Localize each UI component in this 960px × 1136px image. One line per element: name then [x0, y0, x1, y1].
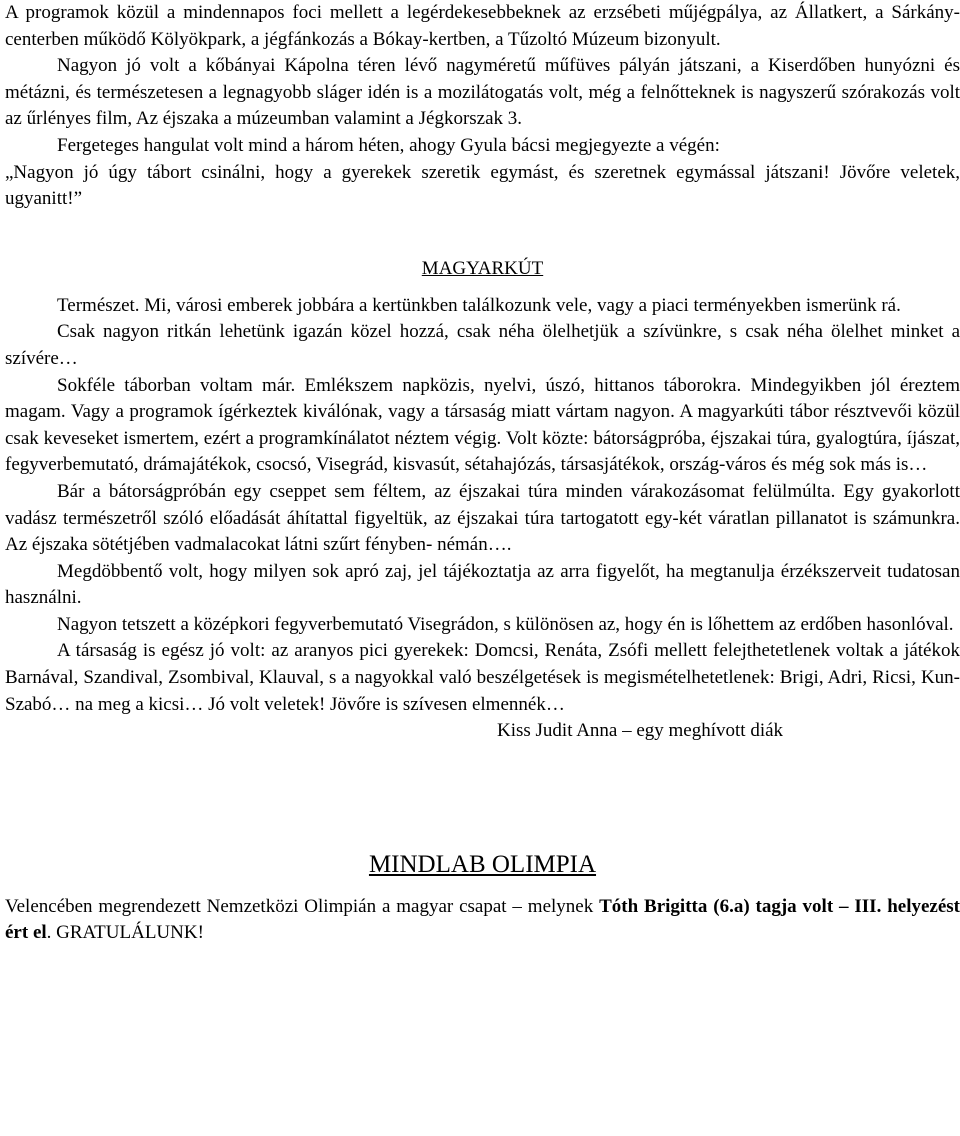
mindlab-text-after: . GRATULÁLUNK! [46, 922, 204, 944]
paragraph-visegrad: Nagyon tetszett a középkori fegyverbemutató Visegrádon, s különösen az, hogy én is lőhettem az erdőben hasonlóval. [57, 613, 954, 635]
paragraph-atmosphere: Fergeteges hangulat volt mind a három héten, ahogy Gyula bácsi megjegyezte a végén: [57, 134, 720, 156]
paragraph-programs: A programok közül a mindennapos foci mellett a legérdekesebbeknek az erzsébeti műjégpálya, az Állatkert, a Sárkány-centerben működő Kölyökpark, a jégfánkozás a Bókay-kertben, a Tűzoltó Múzeum bizonyult. [5, 2, 960, 50]
paragraph-courage: Bár a bátorságpróbán egy cseppet sem féltem, az éjszakai túra minden várakozásomat felülmúlta. Egy gyakorlott vadász természetről szóló előadását áhítattal figyeltük, az éjszakai túra tartogatott egy-két váratlan pillanatot is számunkra. Az éjszaka sötétjében vadmalacokat látni szűrt fényben- némán…. [5, 480, 960, 556]
heading-mindlab-olimpia: MINDLAB OLIMPIA [368, 850, 597, 878]
paragraph-close: Csak nagyon ritkán lehetünk igazán közel hozzá, csak néha ölelhetjük a szívünkre, s csak néha ölelhet minket a szívére… [5, 321, 960, 369]
paragraph-camps: Sokféle táborban voltam már. Emlékszem napközis, nyelvi, úszó, hittanos táborokra. Mindegyikben jól éreztem magam. Vagy a programok ígérkeztek kiválónak, vagy a társaság miatt vártam nagyon. A magyarkúti tábor résztvevői közül csak keveseket ismertem, ezért a programkínálatot néztem végig. Volt közte: bátorságpróba, éjszakai túra, gyalogtúra, íjászat, fegyverbemutató, drámajátékok, csocsó, Visegrád, kisvasút, sétahajózás, társasjátékok, ország-város és még sok más is… [5, 374, 960, 476]
mindlab-bold-result: Tóth Brigitta (6.a) tagja volt – III. helyezést ért el [5, 895, 960, 944]
paragraph-quote: „Nagyon jó úgy tábort csinálni, hogy a gyerekek szeretik egymást, és szeretnek egymással játszani! Jövőre veletek, ugyanitt!” [5, 161, 960, 210]
paragraph-nature: Természet. Mi, városi emberek jobbára a kertünkben találkozunk vele, vagy a piaci terményekben ismerünk rá. [57, 294, 901, 316]
paragraph-company: A társaság is egész jó volt: az aranyos pici gyerekek: Domcsi, Renáta, Zsófi mellett felejthetetlenek voltak a játékok Barnával, Szandival, Zsombival, Klauval, s a nagyokkal való beszélgetések is megismételhetetlenek: Brigi, Adri, Ricsi, Kun-Szabó… na meg a kicsi… Jó volt veletek! Jövőre is szívesen elmennék… [5, 640, 960, 715]
paragraph-noises: Megdöbbentő volt, hogy milyen sok apró zaj, jel tájékoztatja az arra figyelőt, ha megtanulja érzékszerveit tudatosan használni. [5, 560, 960, 609]
heading-magyarkut: MAGYARKÚT [421, 257, 544, 279]
document-page [5, 0, 960, 947]
mindlab-text-before: Velencében megrendezett Nemzetközi Olimpián a magyar csapat – melynek [5, 895, 600, 917]
author-signature: Kiss Judit Anna – egy meghívott diák [497, 720, 784, 742]
paragraph-mindlab-result [5, 894, 960, 947]
paragraph-kobanya: Nagyon jó volt a kőbányai Kápolna téren lévő nagyméretű műfüves pályán játszani, a Kiserdőben hunyózni és métázni, és természetesen a legnagyobb sláger idén is a mozilátogatás volt, még a felnőtteknek is nagyszerű szórakozás volt az űrlényes film, Az éjszaka a múzeumban valamint a Jégkorszak 3. [5, 55, 960, 130]
